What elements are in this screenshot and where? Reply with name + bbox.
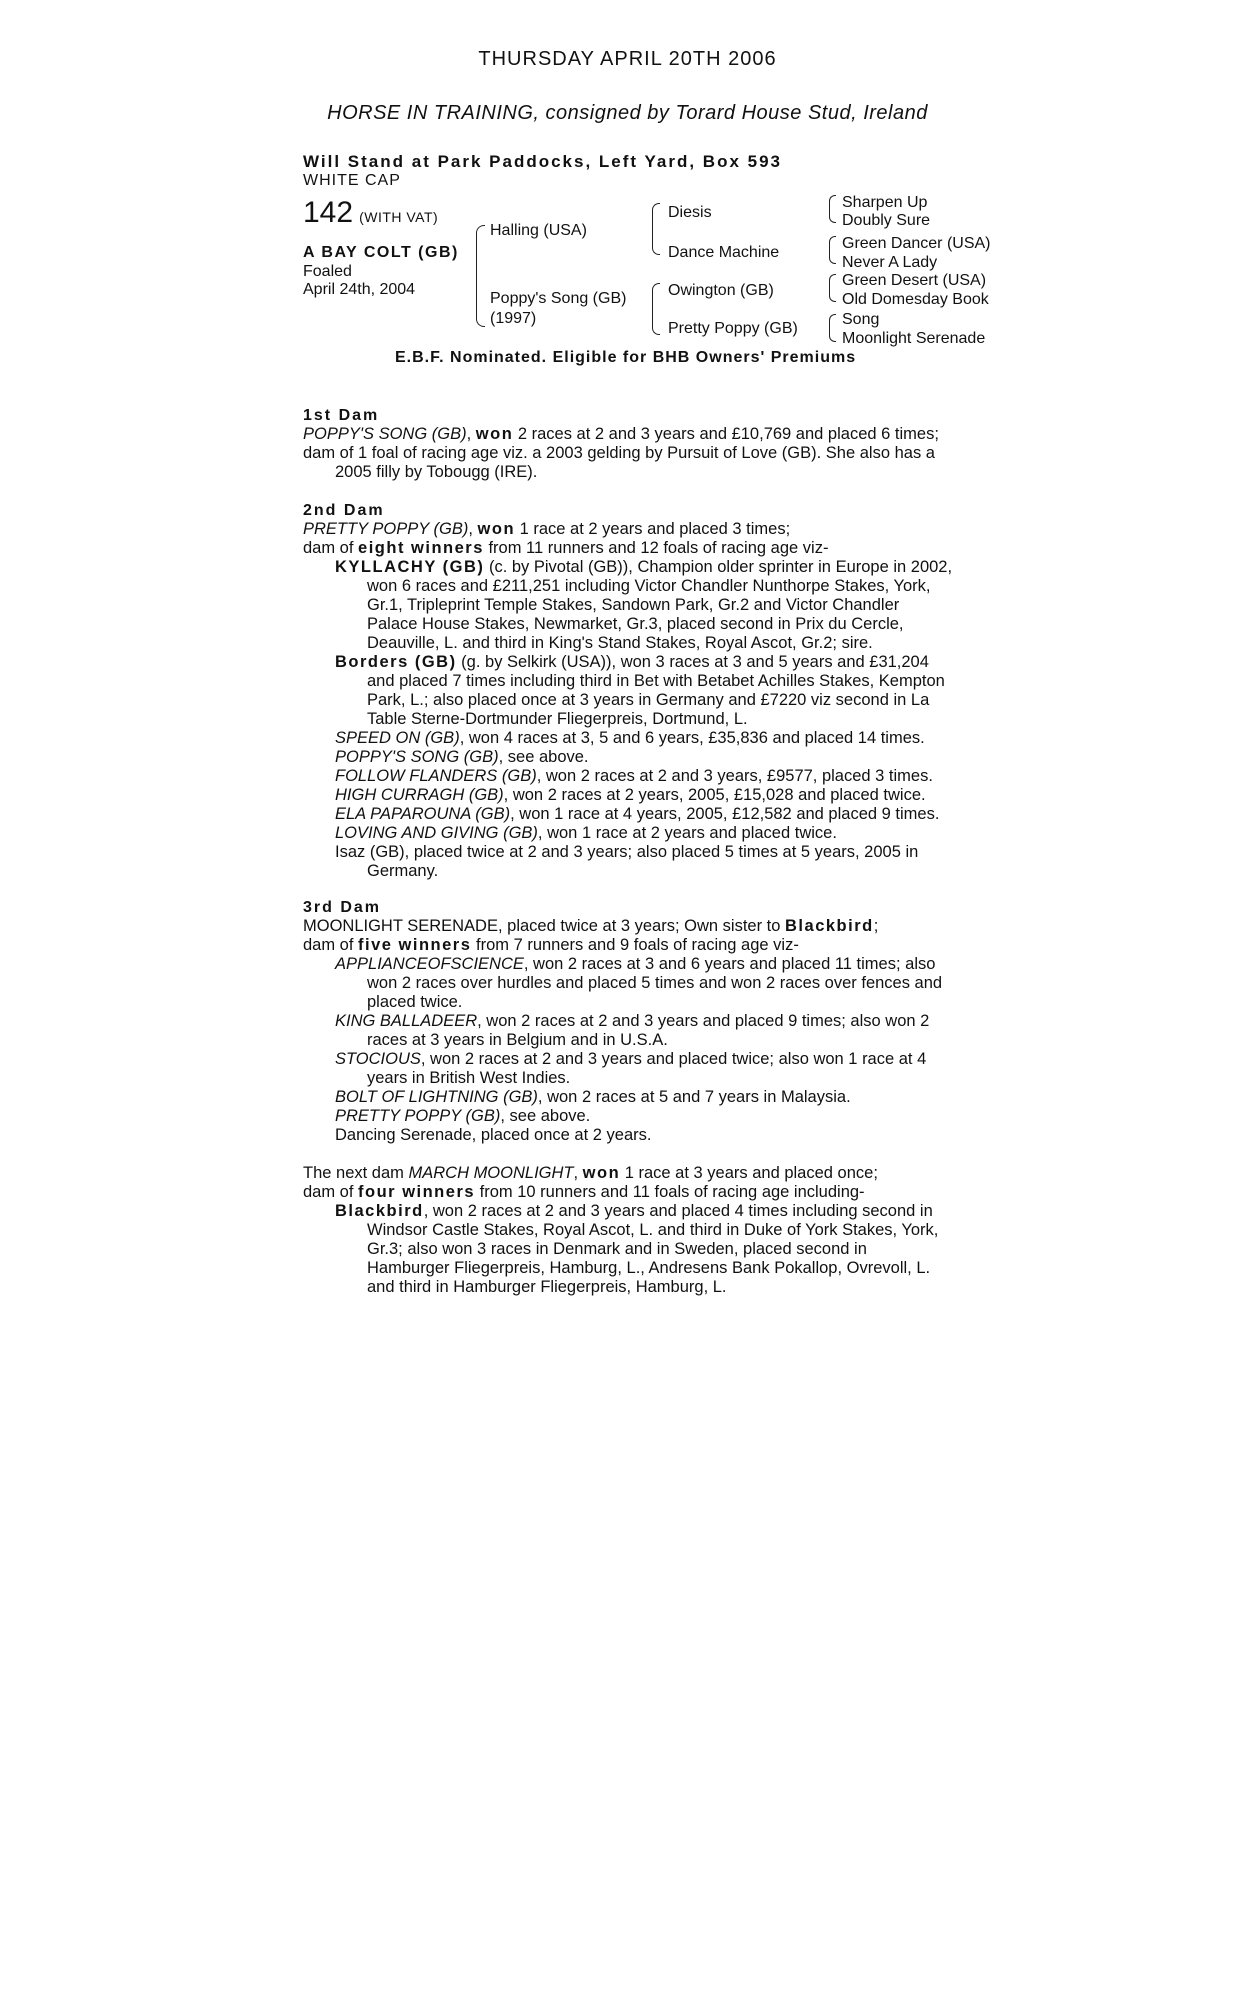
pedigree-brace <box>829 195 836 223</box>
text-line: dam of eight winners from 11 runners and 12 foals of racing age viz- <box>303 539 829 557</box>
text-line: Blackbird, won 2 races at 2 and 3 years and placed 4 times including second in <box>335 1202 933 1220</box>
text-line: The next dam MARCH MOONLIGHT, won 1 race at 3 years and placed once; <box>303 1164 878 1182</box>
lot-number <box>303 196 438 230</box>
horse-name: STOCIOUS <box>335 1050 421 1068</box>
text-line: PRETTY POPPY (GB), see above. <box>335 1107 591 1125</box>
pedigree-brace <box>652 203 660 255</box>
pedigree-sire-dam: Dance Machine <box>668 244 780 261</box>
text-line: Table Sterne-Dortmunder Fliegerpreis, Dortmund, L. <box>367 710 748 728</box>
pedigree-brace <box>829 236 836 264</box>
pedigree-gen3-2: Doubly Sure <box>842 212 931 229</box>
pedigree-dam-year: (1997) <box>490 310 537 327</box>
text-line: won 2 races over hurdles and placed 5 times and won 2 races over fences and <box>367 974 943 992</box>
horse-name: KING BALLADEER <box>335 1012 478 1030</box>
text-line: Palace House Stakes, Newmarket, Gr.3, placed second in Prix du Cercle, <box>367 615 904 633</box>
text-line: MOONLIGHT SERENADE, placed twice at 3 years; Own sister to Blackbird; <box>303 917 879 935</box>
text-line: FOLLOW FLANDERS (GB), won 2 races at 2 and 3 years, £9577, placed 3 times. <box>335 767 933 785</box>
text-line: Gr.1, Tripleprint Temple Stakes, Sandown Park, Gr.2 and Victor Chandler <box>367 596 900 614</box>
next-dam-section <box>303 1164 953 1297</box>
section-heading: 1st Dam <box>303 407 380 424</box>
pedigree-dam-dam: Pretty Poppy (GB) <box>668 320 798 337</box>
text-line: KYLLACHY (GB) (c. by Pivotal (GB)), Champion older sprinter in Europe in 2002, <box>335 558 953 576</box>
text-line: 2005 filly by Tobougg (IRE). <box>335 463 538 481</box>
text-line: and placed 7 times including third in Bet with Betabet Achilles Stakes, Kempton <box>367 672 945 690</box>
text-line: years in British West Indies. <box>367 1069 571 1087</box>
nomination-note: E.B.F. Nominated. Eligible for BHB Owners' Premiums <box>395 349 857 366</box>
text-line: dam of 1 foal of racing age viz. a 2003 gelding by Pursuit of Love (GB). She also has a <box>303 444 935 462</box>
lot-number-value: 142 <box>303 196 354 229</box>
text-line: Isaz (GB), placed twice at 2 and 3 years; also placed 5 times at 5 years, 2005 in <box>335 843 919 861</box>
first-dam-section <box>303 406 953 482</box>
pedigree-brace <box>829 314 836 342</box>
text-line: Dancing Serenade, placed once at 2 years. <box>335 1126 652 1144</box>
third-dam-section <box>303 898 953 1145</box>
pedigree-sire: Halling (USA) <box>490 222 587 239</box>
horse-name: BOLT OF LIGHTNING (GB) <box>335 1088 538 1106</box>
pedigree-gen3-5: Green Desert (USA) <box>842 272 987 289</box>
horse-name: APPLIANCEOFSCIENCE <box>335 955 524 973</box>
consignment-subtitle: HORSE IN TRAINING, consigned by Torard House Stud, Ireland <box>327 102 928 124</box>
text-line: KING BALLADEER, won 2 races at 2 and 3 years and placed 9 times; also won 2 <box>335 1012 930 1030</box>
horse-description: A BAY COLT (GB) <box>303 244 459 261</box>
section-heading: 3rd Dam <box>303 899 382 916</box>
horse-name: HIGH CURRAGH (GB) <box>335 786 504 804</box>
horse-name: ELA PAPAROUNA (GB) <box>335 805 511 823</box>
text-line: LOVING AND GIVING (GB), won 1 race at 2 years and placed twice. <box>335 824 837 842</box>
text-line: POPPY'S SONG (GB), won 2 races at 2 and 3 years and £10,769 and placed 6 times; <box>303 425 939 443</box>
text-line: Germany. <box>367 862 439 880</box>
text-line: Windsor Castle Stakes, Royal Ascot, L. and third in Duke of York Stakes, York, <box>367 1221 939 1239</box>
pedigree-brace <box>829 274 836 302</box>
horse-name: FOLLOW FLANDERS (GB) <box>335 767 537 785</box>
stand-location: Will Stand at Park Paddocks, Left Yard, Box 593 <box>303 152 782 171</box>
cap-color: WHITE CAP <box>303 172 401 189</box>
second-dam-section <box>303 501 953 881</box>
horse-name: Borders (GB) <box>335 653 457 671</box>
sale-date: THURSDAY APRIL 20TH 2006 <box>478 48 777 70</box>
text-line: and third in Hamburger Fliegerpreis, Hamburg, L. <box>367 1278 727 1296</box>
text-line: Gr.3; also won 3 races in Denmark and in Sweden, placed second in <box>367 1240 867 1258</box>
text-line: races at 3 years in Belgium and in U.S.A. <box>367 1031 668 1049</box>
foaled-label: Foaled <box>303 263 352 280</box>
pedigree-brace <box>476 225 485 327</box>
pedigree-gen3-4: Never A Lady <box>842 254 938 271</box>
horse-name: LOVING AND GIVING (GB) <box>335 824 538 842</box>
text-line: APPLIANCEOFSCIENCE, won 2 races at 3 and 6 years and placed 11 times; also <box>335 955 936 973</box>
horse-name: KYLLACHY (GB) <box>335 558 485 576</box>
pedigree-dam-sire: Owington (GB) <box>668 282 774 299</box>
text-line: POPPY'S SONG (GB), see above. <box>335 748 589 766</box>
text-line: STOCIOUS, won 2 races at 2 and 3 years and placed twice; also won 1 race at 4 <box>335 1050 927 1068</box>
horse-name: POPPY'S SONG (GB) <box>303 425 467 443</box>
horse-name: Blackbird <box>335 1202 424 1220</box>
horse-name: PRETTY POPPY (GB) <box>303 520 469 538</box>
pedigree-gen3-1: Sharpen Up <box>842 194 928 211</box>
horse-name: PRETTY POPPY (GB) <box>335 1107 501 1125</box>
text-line: Deauville, L. and third in King's Stand Stakes, Royal Ascot, Gr.2; sire. <box>367 634 873 652</box>
text-line: Hamburger Fliegerpreis, Hamburg, L., Andresens Bank Pokallop, Ovrevoll, L. <box>367 1259 931 1277</box>
text-line: ELA PAPAROUNA (GB), won 1 race at 4 years, 2005, £12,582 and placed 9 times. <box>335 805 940 823</box>
horse-name: POPPY'S SONG (GB) <box>335 748 499 766</box>
pedigree-gen3-6: Old Domesday Book <box>842 291 989 308</box>
text-line: won 6 races and £211,251 including Victor Chandler Nunthorpe Stakes, York, <box>367 577 931 595</box>
text-line: Borders (GB) (g. by Selkirk (USA)), won 3 races at 3 and 5 years and £31,204 <box>335 653 929 671</box>
text-line: dam of five winners from 7 runners and 9 foals of racing age viz- <box>303 936 799 954</box>
horse-name: SPEED ON (GB) <box>335 729 460 747</box>
text-line: placed twice. <box>367 993 463 1011</box>
pedigree-dam: Poppy's Song (GB) <box>490 290 627 307</box>
text-line: Park, L.; also placed once at 3 years in Germany and £7220 viz second in La <box>367 691 930 709</box>
pedigree-gen3-7: Song <box>842 311 880 328</box>
pedigree-brace <box>652 283 660 335</box>
text-line: PRETTY POPPY (GB), won 1 race at 2 years and placed 3 times; <box>303 520 791 538</box>
pedigree-sire-sire: Diesis <box>668 204 712 221</box>
horse-name: MARCH MOONLIGHT <box>408 1164 574 1182</box>
pedigree-gen3-3: Green Dancer (USA) <box>842 235 991 252</box>
vat-note: (WITH VAT) <box>359 209 439 225</box>
section-heading: 2nd Dam <box>303 502 385 519</box>
pedigree-gen3-8: Moonlight Serenade <box>842 330 986 347</box>
foaled-date: April 24th, 2004 <box>303 281 416 298</box>
text-line: SPEED ON (GB), won 4 races at 3, 5 and 6 years, £35,836 and placed 14 times. <box>335 729 925 747</box>
text-line: HIGH CURRAGH (GB), won 2 races at 2 years, 2005, £15,028 and placed twice. <box>335 786 926 804</box>
text-line: BOLT OF LIGHTNING (GB), won 2 races at 5 and 7 years in Malaysia. <box>335 1088 851 1106</box>
text-line: dam of four winners from 10 runners and 11 foals of racing age including- <box>303 1183 865 1201</box>
